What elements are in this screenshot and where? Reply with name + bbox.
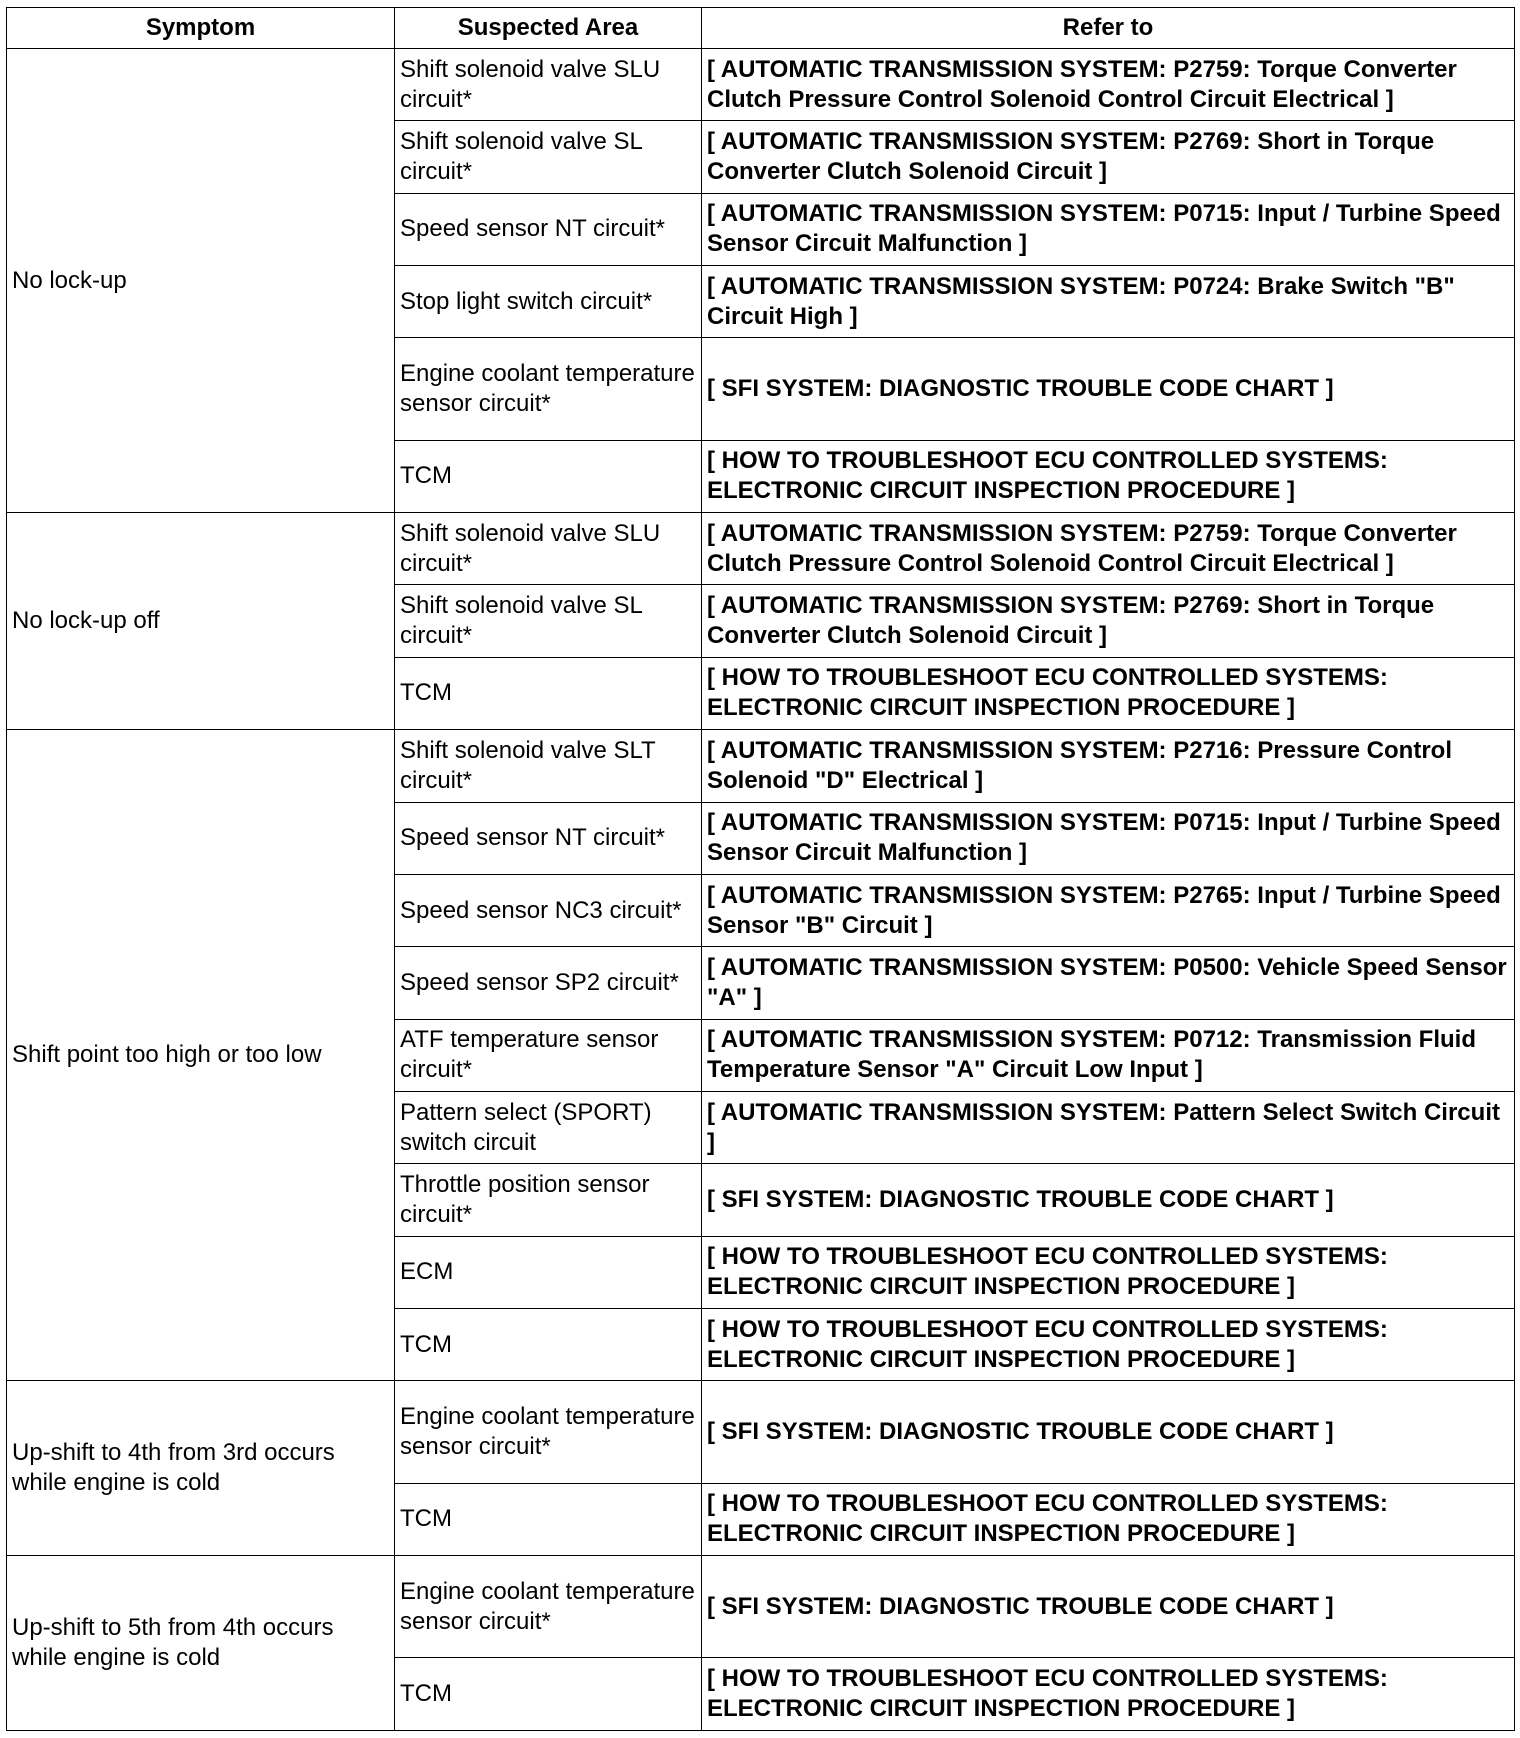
refer-to-link[interactable]: [ AUTOMATIC TRANSMISSION SYSTEM: P0724: Brake Switch "B" Circuit High ] [702,266,1515,338]
suspected-area-cell: Engine coolant temperature sensor circuit* [395,1556,702,1658]
refer-to-link[interactable]: [ SFI SYSTEM: DIAGNOSTIC TROUBLE CODE CHART ] [702,1556,1515,1658]
header-symptom: Symptom [7,8,395,49]
refer-to-link[interactable]: [ AUTOMATIC TRANSMISSION SYSTEM: P2759: Torque Converter Clutch Pressure Control Solenoid Control Circuit Electrical ] [702,49,1515,121]
symptom-cell: Up-shift to 4th from 3rd occurs while engine is cold [7,1381,395,1556]
symptom-cell: Up-shift to 5th from 4th occurs while engine is cold [7,1556,395,1731]
suspected-area-cell: TCM [395,1658,702,1731]
symptom-cell: No lock-up [7,49,395,513]
suspected-area-cell: Pattern select (SPORT) switch circuit [395,1091,702,1163]
suspected-area-cell: Speed sensor NT circuit* [395,802,702,874]
suspected-area-cell: TCM [395,1308,702,1380]
refer-to-link[interactable]: [ AUTOMATIC TRANSMISSION SYSTEM: P2769: Short in Torque Converter Clutch Solenoid Circuit ] [702,121,1515,193]
diagnostic-table [6,7,1515,1731]
table-row [7,49,1515,121]
suspected-area-cell: Throttle position sensor circuit* [395,1164,702,1236]
suspected-area-cell: ATF temperature sensor circuit* [395,1019,702,1091]
suspected-area-cell: Shift solenoid valve SL circuit* [395,121,702,193]
symptom-cell: No lock-up off [7,513,395,730]
suspected-area-cell: ECM [395,1236,702,1308]
refer-to-link[interactable]: [ SFI SYSTEM: DIAGNOSTIC TROUBLE CODE CHART ] [702,338,1515,440]
suspected-area-cell: Engine coolant temperature sensor circuit* [395,1381,702,1483]
refer-to-link[interactable]: [ HOW TO TROUBLESHOOT ECU CONTROLLED SYSTEMS: ELECTRONIC CIRCUIT INSPECTION PROCEDURE ] [702,1658,1515,1731]
symptom-cell: Shift point too high or too low [7,730,395,1381]
suspected-area-cell: Shift solenoid valve SLU circuit* [395,49,702,121]
refer-to-link[interactable]: [ AUTOMATIC TRANSMISSION SYSTEM: P2716: Pressure Control Solenoid "D" Electrical ] [702,730,1515,802]
suspected-area-cell: Speed sensor SP2 circuit* [395,947,702,1019]
table-row [7,513,1515,585]
suspected-area-cell: Shift solenoid valve SLU circuit* [395,513,702,585]
suspected-area-cell: TCM [395,1483,702,1555]
suspected-area-cell: Engine coolant temperature sensor circuit* [395,338,702,440]
table-row [7,1381,1515,1483]
refer-to-link[interactable]: [ HOW TO TROUBLESHOOT ECU CONTROLLED SYSTEMS: ELECTRONIC CIRCUIT INSPECTION PROCEDURE ] [702,440,1515,512]
refer-to-link[interactable]: [ AUTOMATIC TRANSMISSION SYSTEM: P2769: Short in Torque Converter Clutch Solenoid Circuit ] [702,585,1515,657]
suspected-area-cell: TCM [395,440,702,512]
suspected-area-cell: Stop light switch circuit* [395,266,702,338]
refer-to-link[interactable]: [ AUTOMATIC TRANSMISSION SYSTEM: P0715: Input / Turbine Speed Sensor Circuit Malfunction ] [702,802,1515,874]
refer-to-link[interactable]: [ HOW TO TROUBLESHOOT ECU CONTROLLED SYSTEMS: ELECTRONIC CIRCUIT INSPECTION PROCEDURE ] [702,1483,1515,1555]
suspected-area-cell: Shift solenoid valve SL circuit* [395,585,702,657]
suspected-area-cell: Speed sensor NT circuit* [395,193,702,265]
refer-to-link[interactable]: [ AUTOMATIC TRANSMISSION SYSTEM: P0500: Vehicle Speed Sensor "A" ] [702,947,1515,1019]
suspected-area-cell: Shift solenoid valve SLT circuit* [395,730,702,802]
refer-to-link[interactable]: [ AUTOMATIC TRANSMISSION SYSTEM: P2765: Input / Turbine Speed Sensor "B" Circuit ] [702,874,1515,946]
suspected-area-cell: Speed sensor NC3 circuit* [395,874,702,946]
refer-to-link[interactable]: [ HOW TO TROUBLESHOOT ECU CONTROLLED SYSTEMS: ELECTRONIC CIRCUIT INSPECTION PROCEDURE ] [702,1236,1515,1308]
refer-to-link[interactable]: [ SFI SYSTEM: DIAGNOSTIC TROUBLE CODE CHART ] [702,1381,1515,1483]
table-row [7,1556,1515,1658]
header-suspected-area: Suspected Area [395,8,702,49]
refer-to-link[interactable]: [ HOW TO TROUBLESHOOT ECU CONTROLLED SYSTEMS: ELECTRONIC CIRCUIT INSPECTION PROCEDURE ] [702,1308,1515,1380]
refer-to-link[interactable]: [ SFI SYSTEM: DIAGNOSTIC TROUBLE CODE CHART ] [702,1164,1515,1236]
refer-to-link[interactable]: [ AUTOMATIC TRANSMISSION SYSTEM: P2759: Torque Converter Clutch Pressure Control Solenoid Control Circuit Electrical ] [702,513,1515,585]
refer-to-link[interactable]: [ AUTOMATIC TRANSMISSION SYSTEM: P0712: Transmission Fluid Temperature Sensor "A" Circuit Low Input ] [702,1019,1515,1091]
refer-to-link[interactable]: [ AUTOMATIC TRANSMISSION SYSTEM: Pattern Select Switch Circuit ] [702,1091,1515,1163]
refer-to-link[interactable]: [ AUTOMATIC TRANSMISSION SYSTEM: P0715: Input / Turbine Speed Sensor Circuit Malfunction ] [702,193,1515,265]
header-refer-to: Refer to [702,8,1515,49]
refer-to-link[interactable]: [ HOW TO TROUBLESHOOT ECU CONTROLLED SYSTEMS: ELECTRONIC CIRCUIT INSPECTION PROCEDURE ] [702,657,1515,729]
table-body [7,49,1515,1731]
table-row [7,730,1515,802]
header-row [7,8,1515,49]
suspected-area-cell: TCM [395,657,702,729]
